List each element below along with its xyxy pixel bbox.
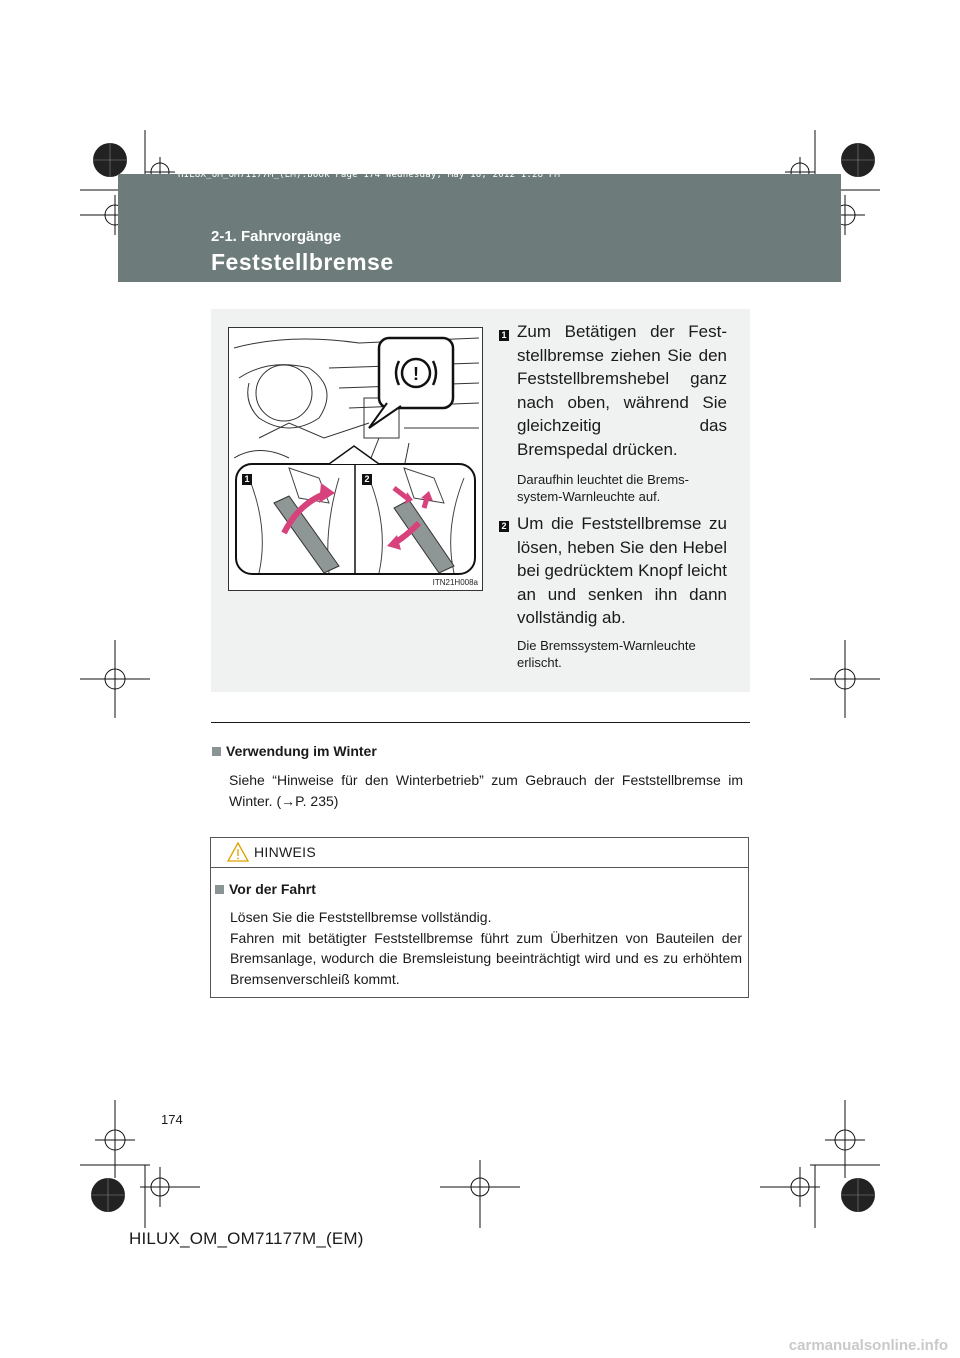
book-info-line: HILUX_OM_OM71177M_(EM).book Page 174 Wednesday, May 16, 2012 1:28 PM <box>178 170 561 180</box>
notice-body <box>230 907 742 989</box>
notice-header <box>211 838 748 868</box>
illustration-callout-1: 1 <box>242 474 252 485</box>
step-badge-2: 2 <box>499 521 509 532</box>
notice-subheading-text: Vor der Fahrt <box>229 881 316 897</box>
step-1-note: Daraufhin leuchtet die Bremssystem-Warnleuchte auf. <box>517 472 689 504</box>
step-badge-1: 1 <box>499 330 509 341</box>
bullet-square-icon <box>212 747 221 756</box>
section-divider <box>211 722 750 723</box>
section-label: 2-1. Fahrvorgänge <box>211 228 342 245</box>
page-title: Feststellbremse <box>211 249 394 275</box>
notice-line-2: Fahren mit betätigter Feststellbremse führt zum Überhitzen von Bauteilen der Bremsanlage, wodurch die Bremsleistung beeinträchtigt wird und es zu erhöhtem Bremsenverschleiß kommt. <box>230 929 742 987</box>
page-number: 174 <box>161 1112 183 1127</box>
notice-line-1: Lösen Sie die Feststellbremse vollständig. <box>230 909 492 925</box>
bullet-square-icon <box>215 885 224 894</box>
illustration-callout-2: 2 <box>362 474 372 485</box>
watermark: carmanualsonline.info <box>788 1337 948 1354</box>
winter-heading-text: Verwendung im Winter <box>226 743 377 759</box>
winter-body: Siehe “Hinweise für den Winterbetrieb” zum Gebrauch der Feststellbremse im Winter. (→P. 235) <box>229 772 743 809</box>
illustration-code: ITN21H008a <box>432 578 478 587</box>
svg-text:!: ! <box>413 364 419 384</box>
step-2-text: Um die Feststellbremse zu lösen, heben Sie den Hebel bei gedrücktem Knopf leicht an und senken ihn dann vollständig ab. <box>517 514 727 627</box>
winter-heading <box>212 743 377 759</box>
notice-box <box>210 837 749 998</box>
notice-label: HINWEIS <box>254 844 316 860</box>
step-1-text: Zum Betätigen der Feststellbremse ziehen Sie den Feststellbremshebel ganz nach oben, während Sie gleichzeitig das Bremspedal drücken. <box>517 322 727 459</box>
parking-brake-illustration <box>228 327 483 591</box>
step-2-note: Die Bremssystem-Warnleuchte erlischt. <box>517 638 696 670</box>
footer-code: HILUX_OM_OM71177M_(EM) <box>129 1229 364 1248</box>
notice-subheading <box>215 881 316 897</box>
warning-triangle-icon <box>226 841 250 863</box>
